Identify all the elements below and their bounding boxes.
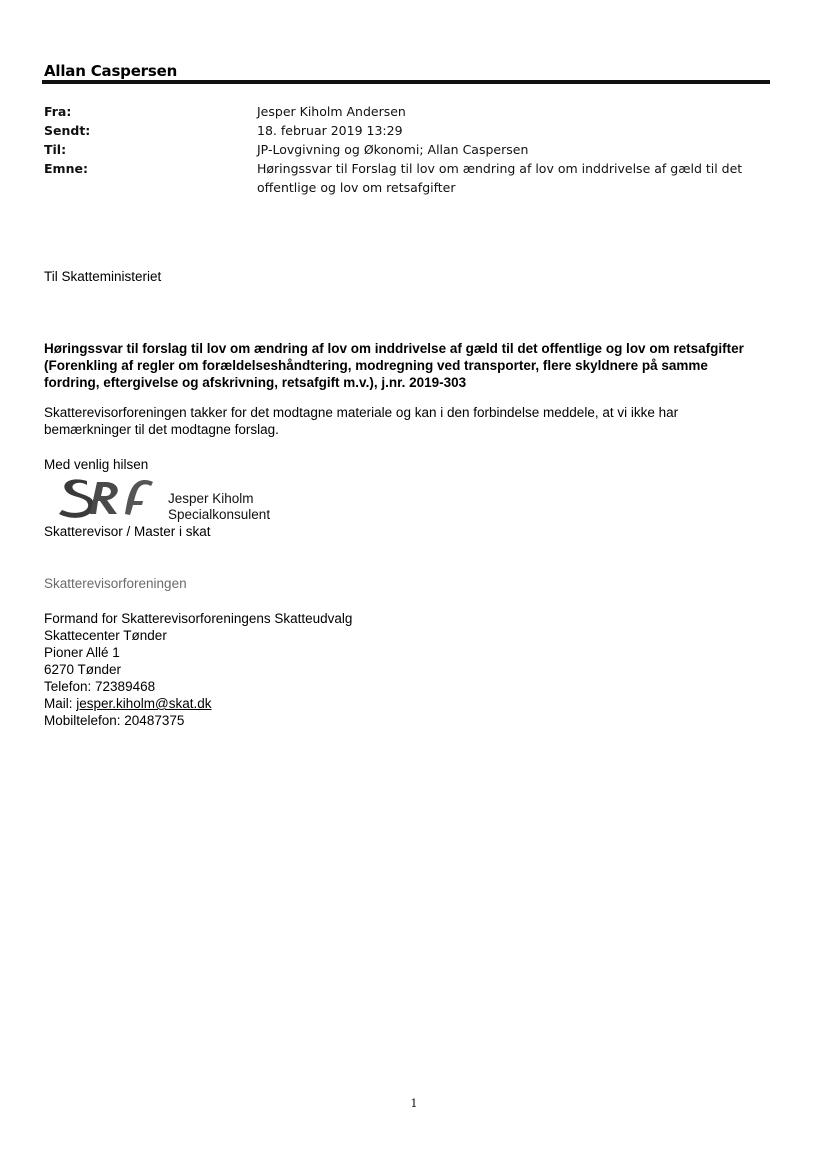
subject-value [257, 159, 757, 197]
letter-paragraph-line1: Skatterevisorforeningen takker for det modtagne materiale og kan i den forbindelse meddele, at vi ikke har [44, 405, 679, 420]
to-value: JP-Lovgivning og Økonomi; Allan Caspersen [257, 142, 529, 157]
contact-block [44, 610, 352, 729]
letter-subject-line2: (Forenkling af regler om forældelseshåndtering, modregning ved transporter, flere skyldnere på samme [44, 358, 708, 373]
signature-title: Specialkonsulent [168, 507, 271, 522]
signature-name: Jesper Kiholm [168, 491, 254, 506]
to-label: Til: [44, 142, 67, 157]
subject-value-line2: offentlige og lov om retsafgifter [257, 180, 456, 195]
contact-phone: Telefon: 72389468 [44, 679, 156, 694]
letter-paragraph-line2: bemærkninger til det modtagne forslag. [44, 422, 279, 437]
greeting: Til Skatteministeriet [44, 269, 162, 284]
subject-value-line1: Høringssvar til Forslag til lov om ændring af lov om inddrivelse af gæld til det [257, 161, 743, 176]
mailbox-owner: Allan Caspersen [44, 62, 178, 80]
organization-name: Skatterevisorforeningen [44, 576, 187, 591]
contact-mail-row [44, 695, 352, 712]
sent-label: Sendt: [44, 123, 91, 138]
from-label: Fra: [44, 104, 72, 119]
contact-mobile: Mobiltelefon: 20487375 [44, 713, 185, 728]
contact-position: Formand for Skatterevisorforeningens Skatteudvalg [44, 611, 353, 626]
letter-subject-line1: Høringssvar til forslag til lov om ændring af lov om inddrivelse af gæld til det offentlige og lov om retsafgifter [44, 341, 744, 356]
contact-street: Pioner Allé 1 [44, 645, 120, 660]
srf-logo-icon [57, 474, 157, 520]
letter-paragraph [44, 404, 764, 438]
sent-value: 18. februar 2019 13:29 [257, 123, 403, 138]
contact-mail-link[interactable]: jesper.kiholm@skat.dk [76, 696, 212, 711]
letter-subject [44, 340, 774, 391]
page-number: 1 [410, 1097, 418, 1110]
contact-city: 6270 Tønder [44, 662, 122, 677]
closing: Med venlig hilsen [44, 457, 149, 472]
subject-label: Emne: [44, 161, 88, 176]
letter-subject-line3: fordring, eftergivelse og afskrivning, retsafgift m.v.), j.nr. 2019-303 [44, 375, 467, 390]
contact-office: Skattecenter Tønder [44, 628, 167, 643]
header-rule [42, 80, 770, 84]
from-value: Jesper Kiholm Andersen [257, 104, 406, 119]
signature-role: Skatterevisor / Master i skat [44, 524, 211, 539]
contact-mail-label: Mail: [44, 696, 77, 711]
